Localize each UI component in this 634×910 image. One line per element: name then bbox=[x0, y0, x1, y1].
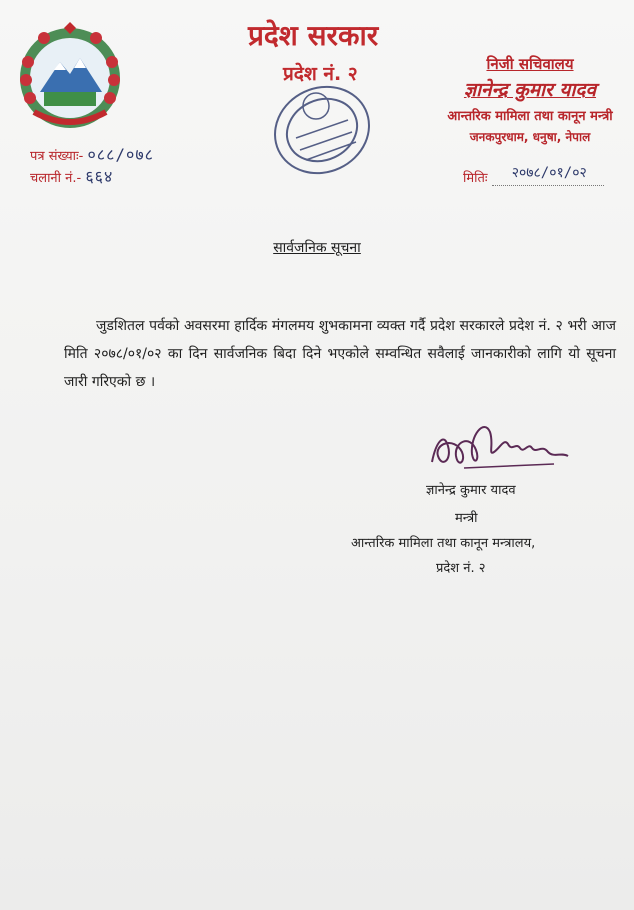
government-title: प्रदेश सरकार bbox=[248, 19, 379, 52]
minister-name: ज्ञानेन्द्र कुमार यादव bbox=[463, 79, 597, 101]
date-field: मितिः २०७८/०१/०२ bbox=[463, 168, 604, 186]
notice-title: सार्वजनिक सूचना bbox=[273, 240, 361, 256]
office-label: निजी सचिवालय bbox=[486, 55, 574, 73]
ministry-name: आन्तरिक मामिला तथा कानून मन्त्री bbox=[447, 109, 613, 124]
office-location: जनकपुरधाम, धनुषा, नेपाल bbox=[469, 130, 591, 144]
signatory-ministry: आन्तरिक मामिला तथा कानून मन्त्रालय, bbox=[351, 536, 536, 551]
signatory-name: ज्ञानेन्द्र कुमार यादव bbox=[426, 483, 516, 498]
office-block bbox=[430, 54, 630, 145]
nepal-emblem-icon bbox=[14, 22, 126, 134]
signatory-province: प्रदेश नं. २ bbox=[436, 561, 486, 576]
handwritten-signature bbox=[424, 412, 574, 476]
province-title: प्रदेश नं. २ bbox=[283, 63, 358, 85]
signatory-designation: मन्त्री bbox=[455, 511, 478, 526]
office-stamp-icon bbox=[266, 76, 378, 180]
dispatch-number: चलानी नं.- ६६४ bbox=[30, 167, 114, 186]
letter-number: पत्र संख्याः- ०८८/०७८ bbox=[30, 145, 155, 164]
notice-body: जुडशितल पर्वको अवसरमा हार्दिक मंगलमय शुभकामना व्यक्त गर्दै प्रदेश सरकारले प्रदेश नं. २ भरी आज मिति २०७८/०१/०२ का दिन सार्वजनिक बिदा दिने भएकोले सम्वन्धित सवैलाई जानकारीको लागि यो सूचना जारी गरिएको छ । bbox=[64, 318, 616, 390]
date-value: २०७८/०१/०२ bbox=[511, 165, 587, 181]
